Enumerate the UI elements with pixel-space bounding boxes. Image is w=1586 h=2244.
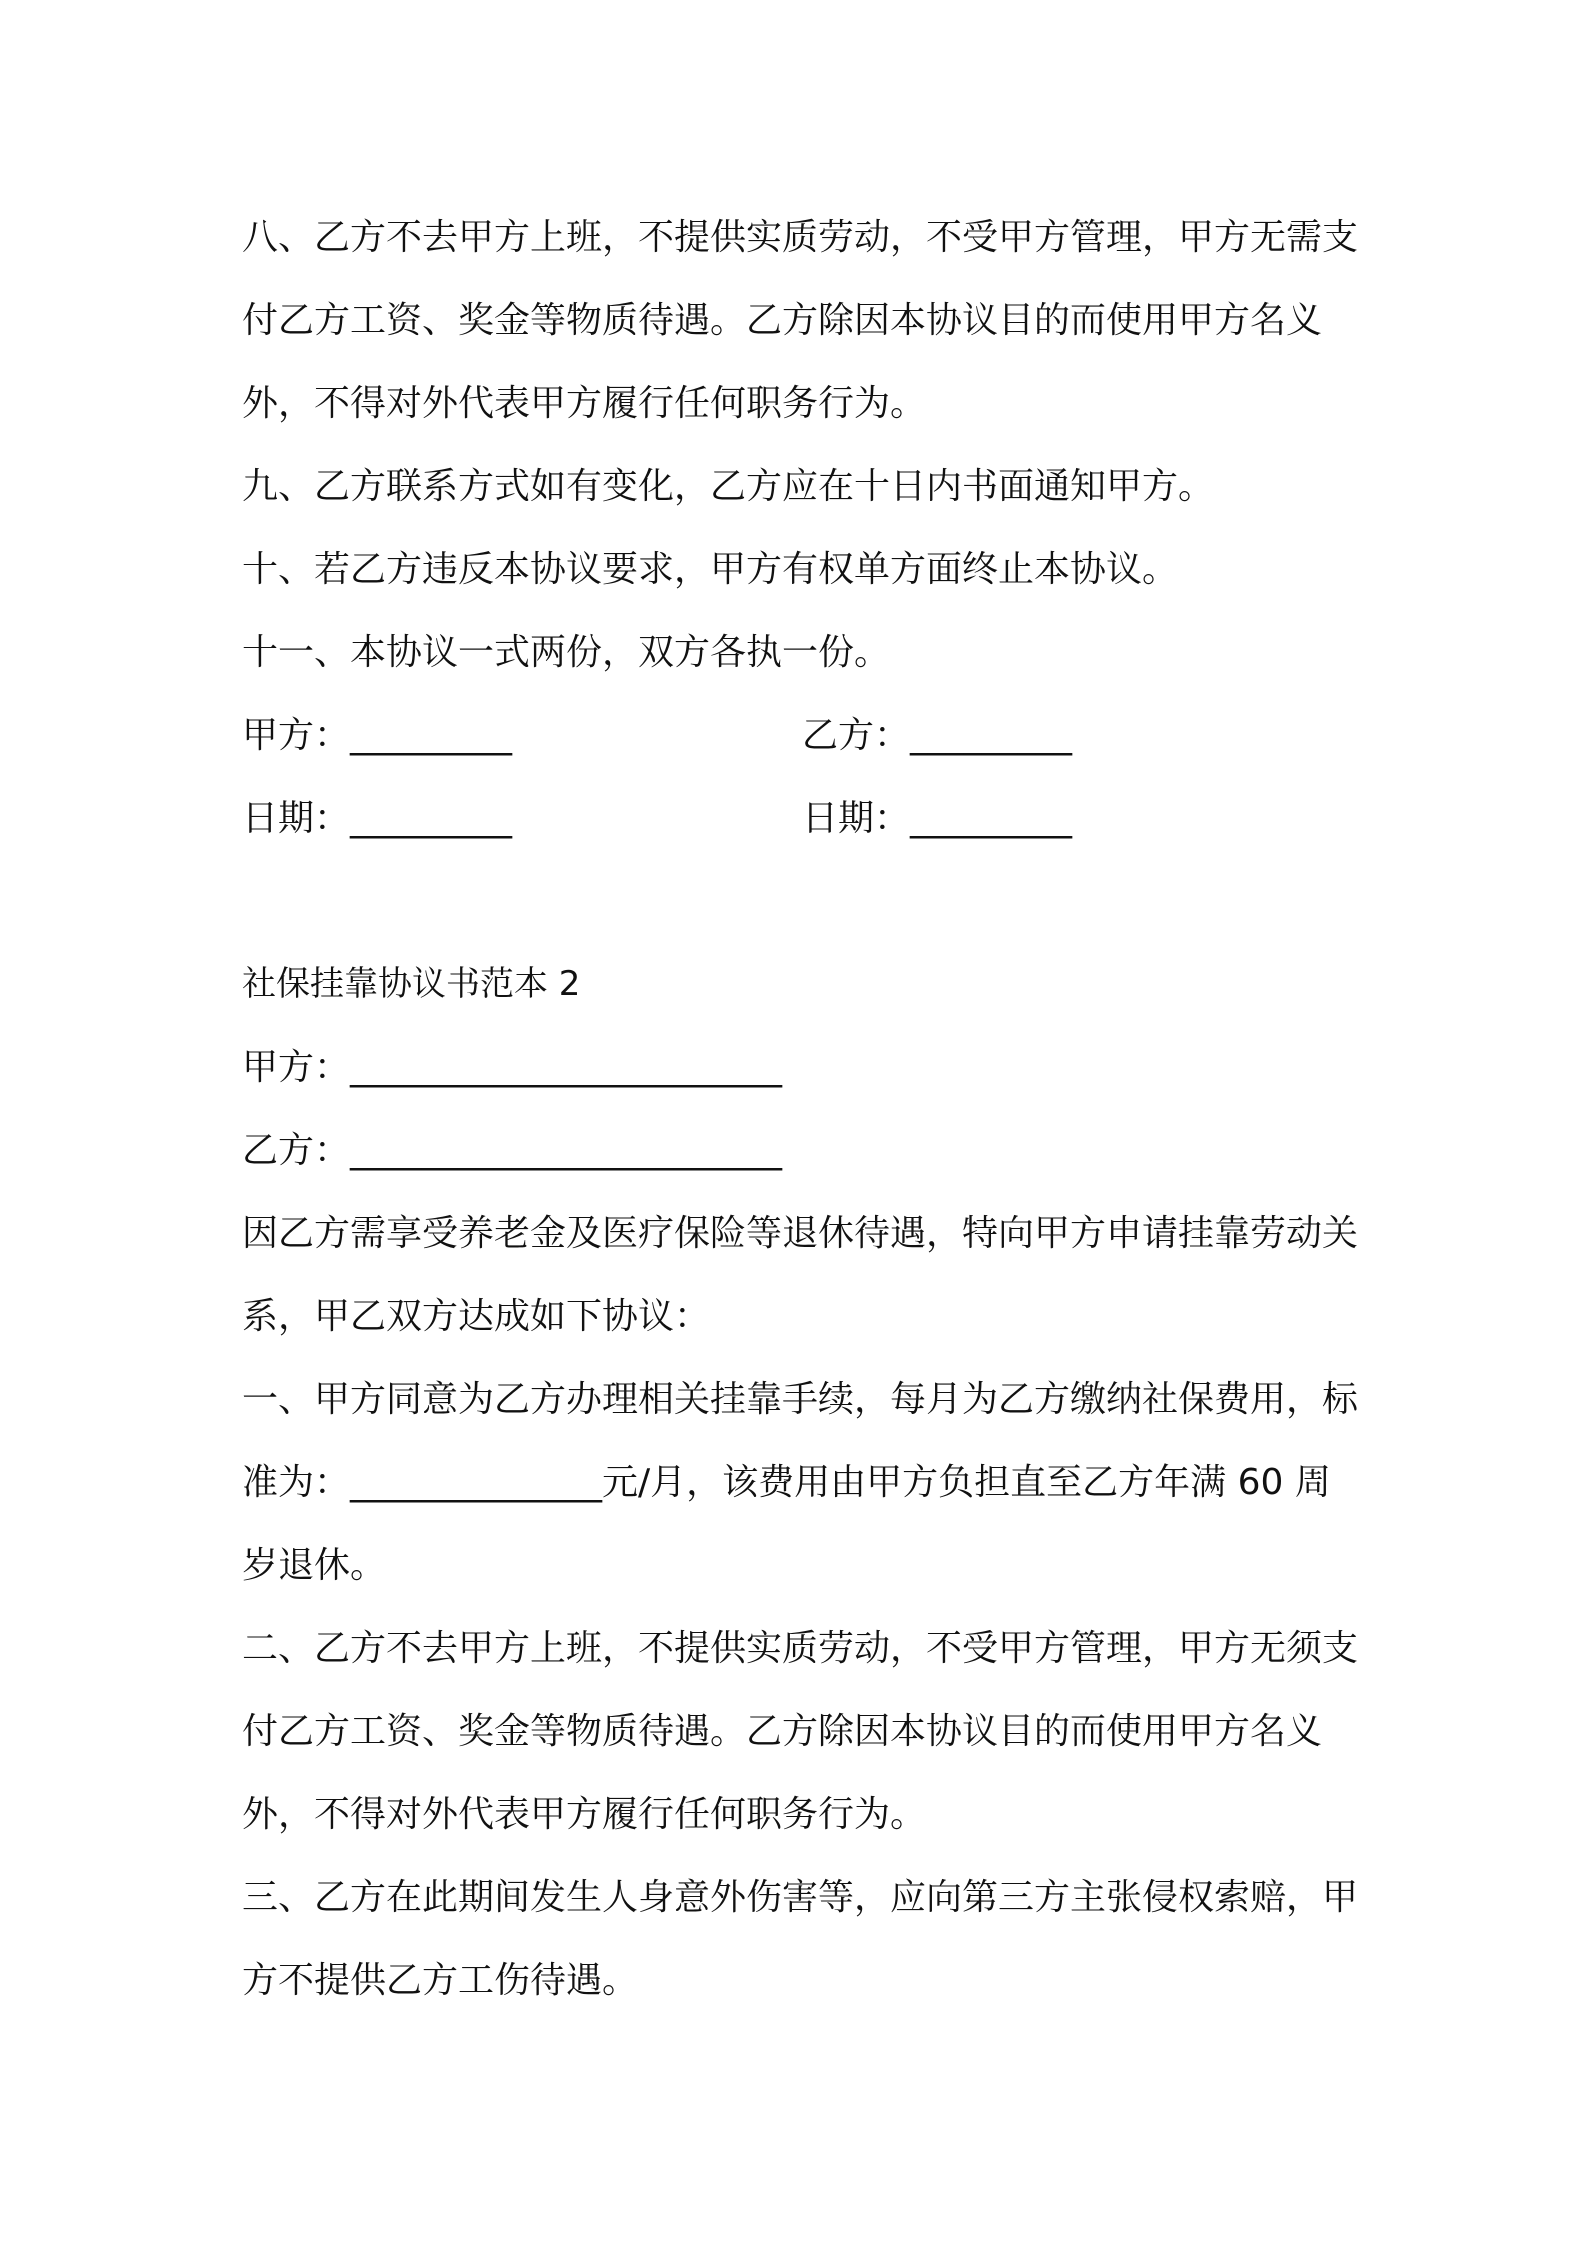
intro-paragraph: 因乙方需享受养老金及医疗保险等退休待遇，特向甲方申请挂靠劳动关系，甲乙双方达成如下协议： xyxy=(242,1213,1359,1337)
party-a-signature: 甲方：_________ xyxy=(242,715,513,756)
party-b-date: 日期：_________ xyxy=(802,798,1073,839)
party-b-signature: 乙方：_________ xyxy=(802,715,1073,756)
party-a-date: 日期：_________ xyxy=(242,798,513,839)
clause-9: 九、乙方联系方式如有变化，乙方应在十日内书面通知甲方。 xyxy=(242,466,1215,507)
party-b-line: 乙方：________________________ xyxy=(242,1130,783,1171)
section-spacer xyxy=(242,860,1362,943)
party-a-line: 甲方：________________________ xyxy=(242,1047,783,1088)
section-title: 社保挂靠协议书范本 2 xyxy=(242,964,581,1004)
date-row xyxy=(242,777,1362,860)
clause-3: 三、乙方在此期间发生人身意外伤害等，应向第三方主张侵权索赔，甲方不提供乙方工伤待遇。 xyxy=(242,1877,1359,2001)
clause-8: 八、乙方不去甲方上班，不提供实质劳动，不受甲方管理，甲方无需支付乙方工资、奖金等物质待遇。乙方除因本协议目的而使用甲方名义外，不得对外代表甲方履行任何职务行为。 xyxy=(242,217,1359,424)
clause-1: 一、甲方同意为乙方办理相关挂靠手续，每月为乙方缴纳社保费用，标准为：______________元/月，该费用由甲方负担直至乙方年满 60 周岁退休。 xyxy=(242,1379,1359,1586)
signature-row xyxy=(242,694,1362,777)
clause-10: 十、若乙方违反本协议要求，甲方有权单方面终止本协议。 xyxy=(242,549,1179,590)
clause-2: 二、乙方不去甲方上班，不提供实质劳动，不受甲方管理，甲方无须支付乙方工资、奖金等物质待遇。乙方除因本协议目的而使用甲方名义外，不得对外代表甲方履行任何职务行为。 xyxy=(242,1628,1359,1835)
document-body xyxy=(242,196,1362,2022)
clause-11: 十一、本协议一式两份，双方各执一份。 xyxy=(242,632,891,673)
